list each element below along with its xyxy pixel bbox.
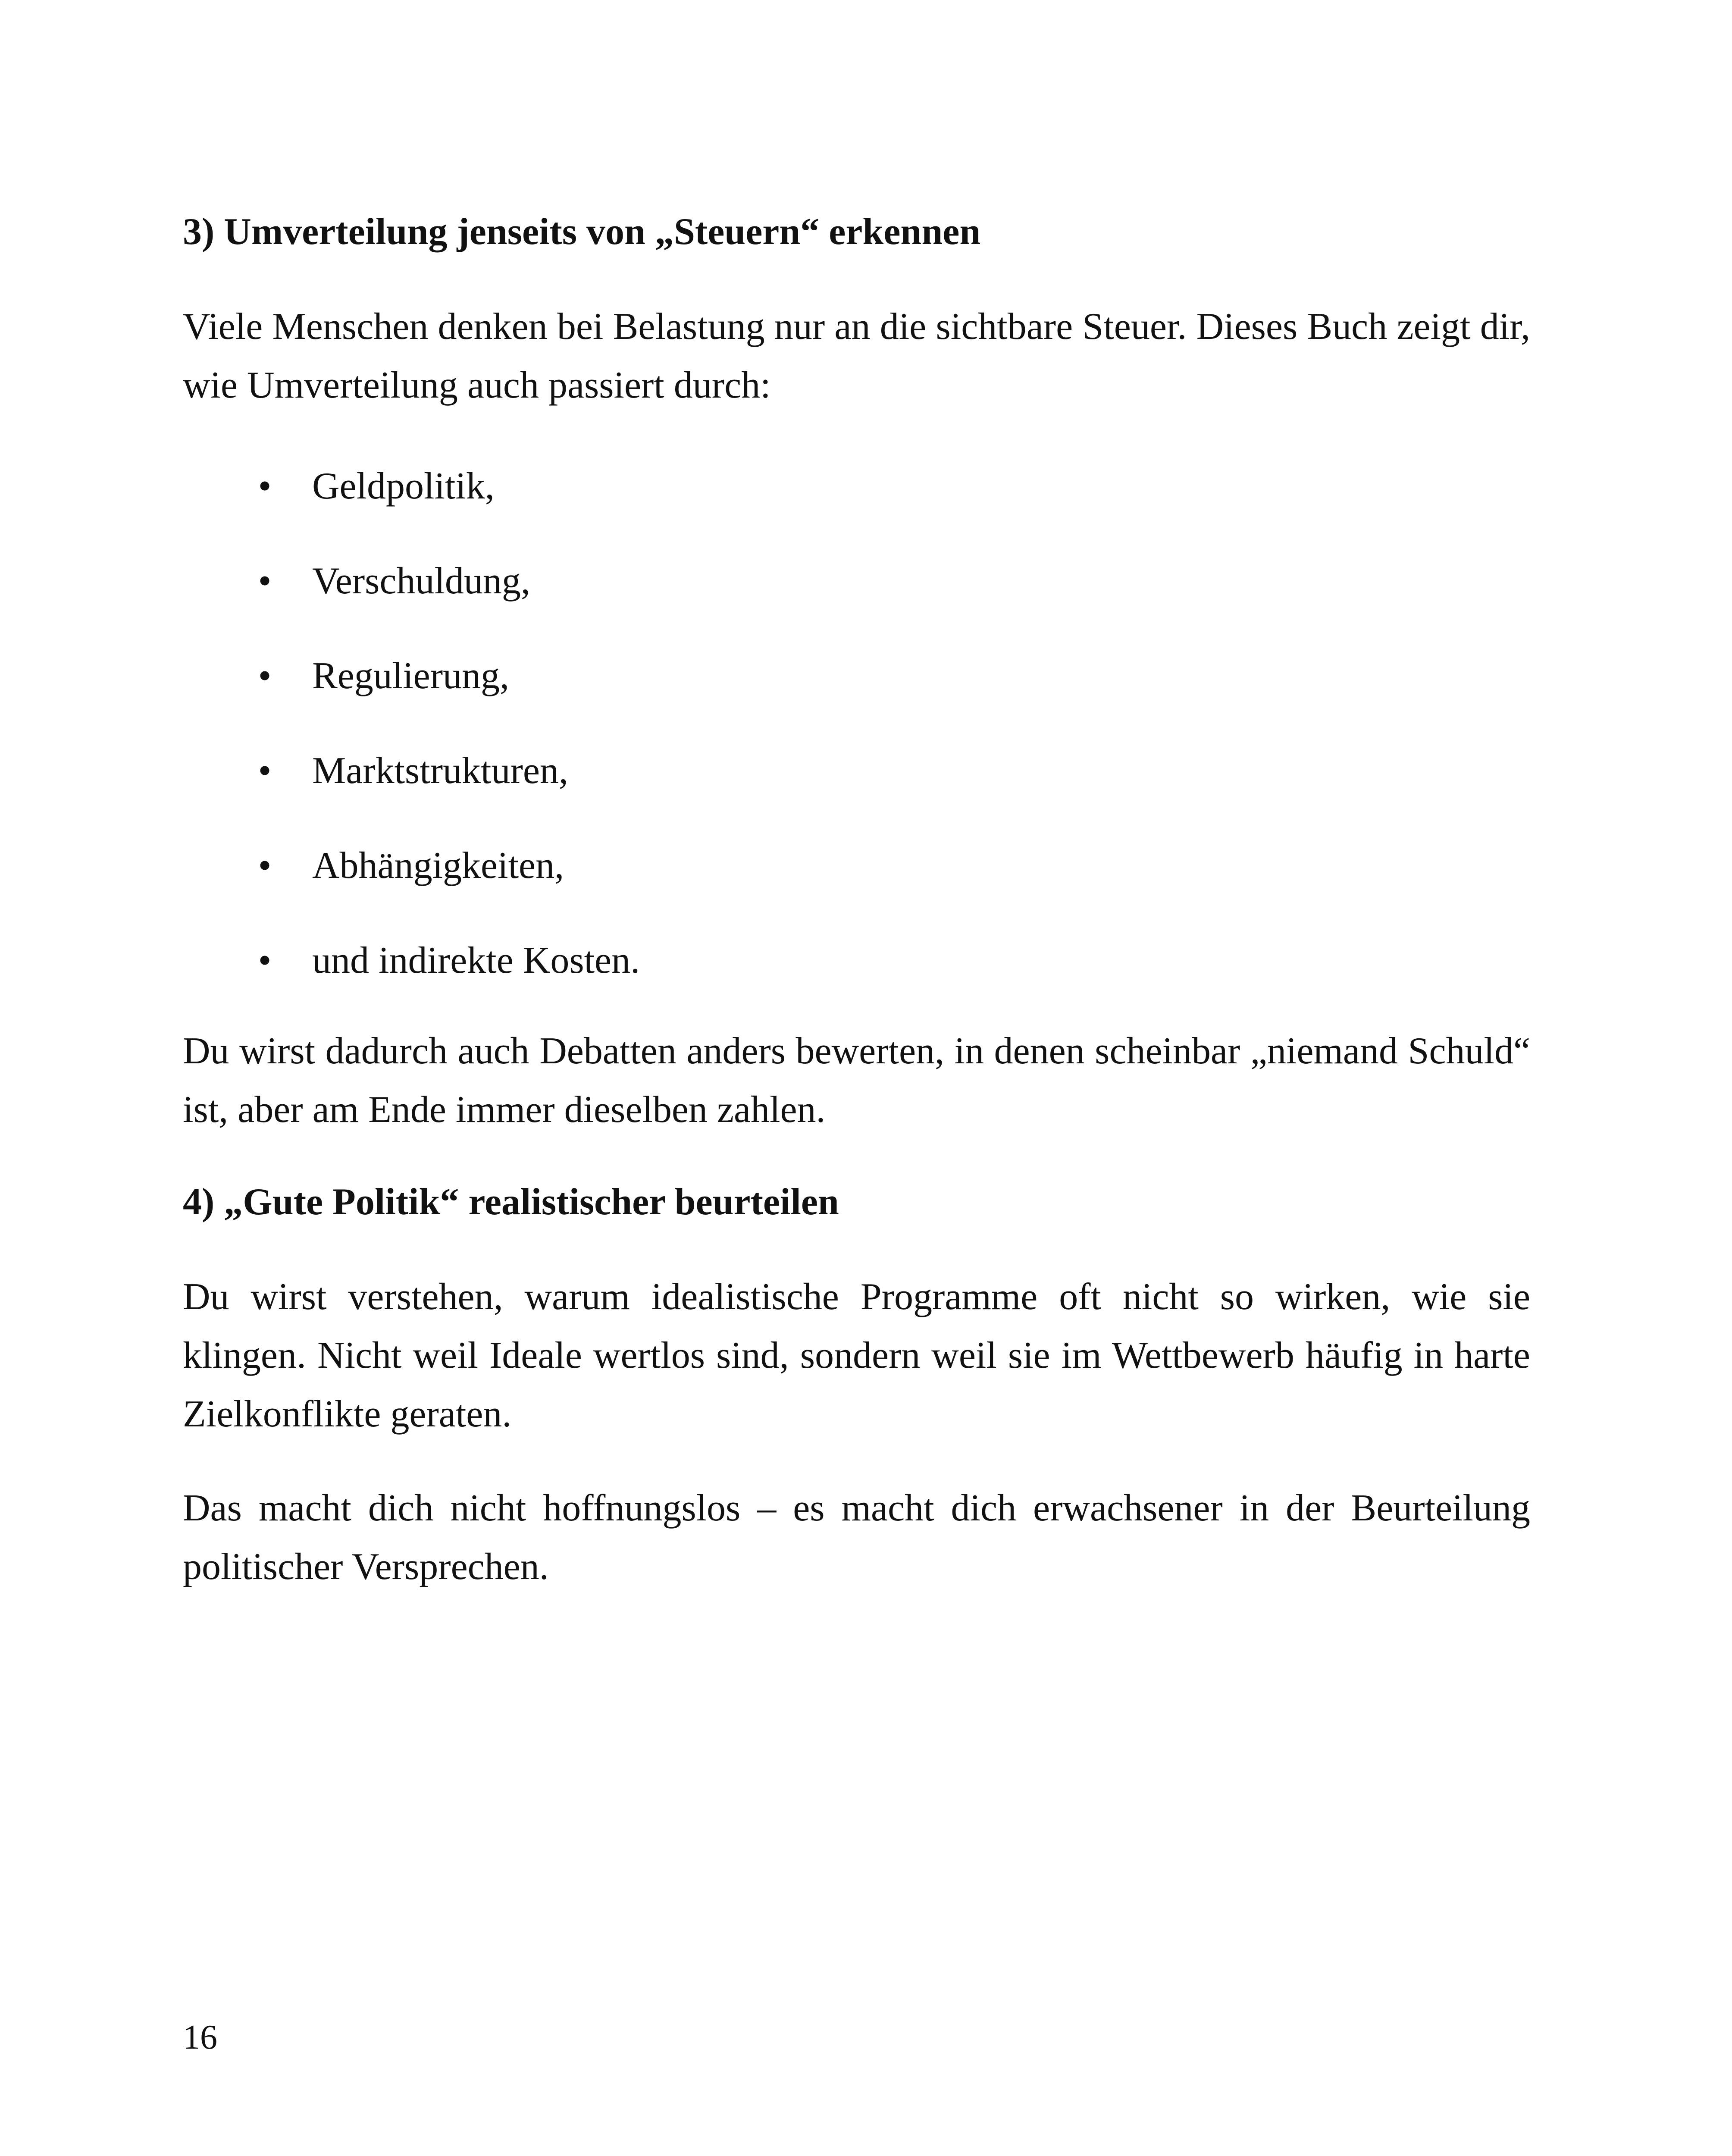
list-item-text: Verschuldung, [312, 560, 530, 602]
list-item [183, 647, 1530, 742]
section-4-paragraph-2: Das macht dich nicht hoffnungslos – es macht dich erwachsener in der Beurteilung politischer Versprechen. [183, 1487, 1530, 1588]
list-item-text: Regulierung, [312, 655, 510, 697]
list-item [183, 552, 1530, 647]
bullet-icon: • [258, 845, 272, 887]
section-3-intro-paragraph: Viele Menschen denken bei Belastung nur an die sichtbare Steuer. Dieses Buch zeigt dir, wie Umverteilung auch passiert durch: [183, 306, 1530, 406]
section-4-heading: 4) „Gute Politik“ realistischer beurteilen [183, 1181, 839, 1223]
list-item [183, 742, 1530, 837]
list-item-text: Abhängigkeiten, [312, 845, 564, 887]
page-number: 16 [183, 2018, 217, 2056]
bullet-icon: • [258, 465, 272, 507]
list-item [183, 457, 1530, 552]
list-item-text: Geldpolitik, [312, 465, 495, 507]
bullet-icon: • [258, 940, 272, 981]
list-item [183, 931, 1530, 1026]
redistribution-bullet-list [183, 457, 1530, 1026]
bullet-icon: • [258, 750, 272, 792]
bullet-icon: • [258, 560, 272, 602]
section-3-outro-paragraph: Du wirst dadurch auch Debatten anders bewerten, in denen scheinbar „niemand Schuld“ ist, aber am Ende immer dieselben zahlen. [183, 1030, 1530, 1131]
list-item-text: und indirekte Kosten. [312, 940, 640, 981]
list-item [183, 837, 1530, 931]
list-item-text: Marktstrukturen, [312, 750, 568, 792]
section-4-paragraph-1: Du wirst verstehen, warum idealistische Programme oft nicht so wirken, wie sie klingen. Nicht weil Ideale wertlos sind, sondern weil sie im Wettbewerb häufig in harte Zielkonflikte geraten. [183, 1276, 1530, 1435]
bullet-icon: • [258, 655, 272, 697]
section-3-heading: 3) Umverteilung jenseits von „Steuern“ erkennen [183, 211, 981, 253]
